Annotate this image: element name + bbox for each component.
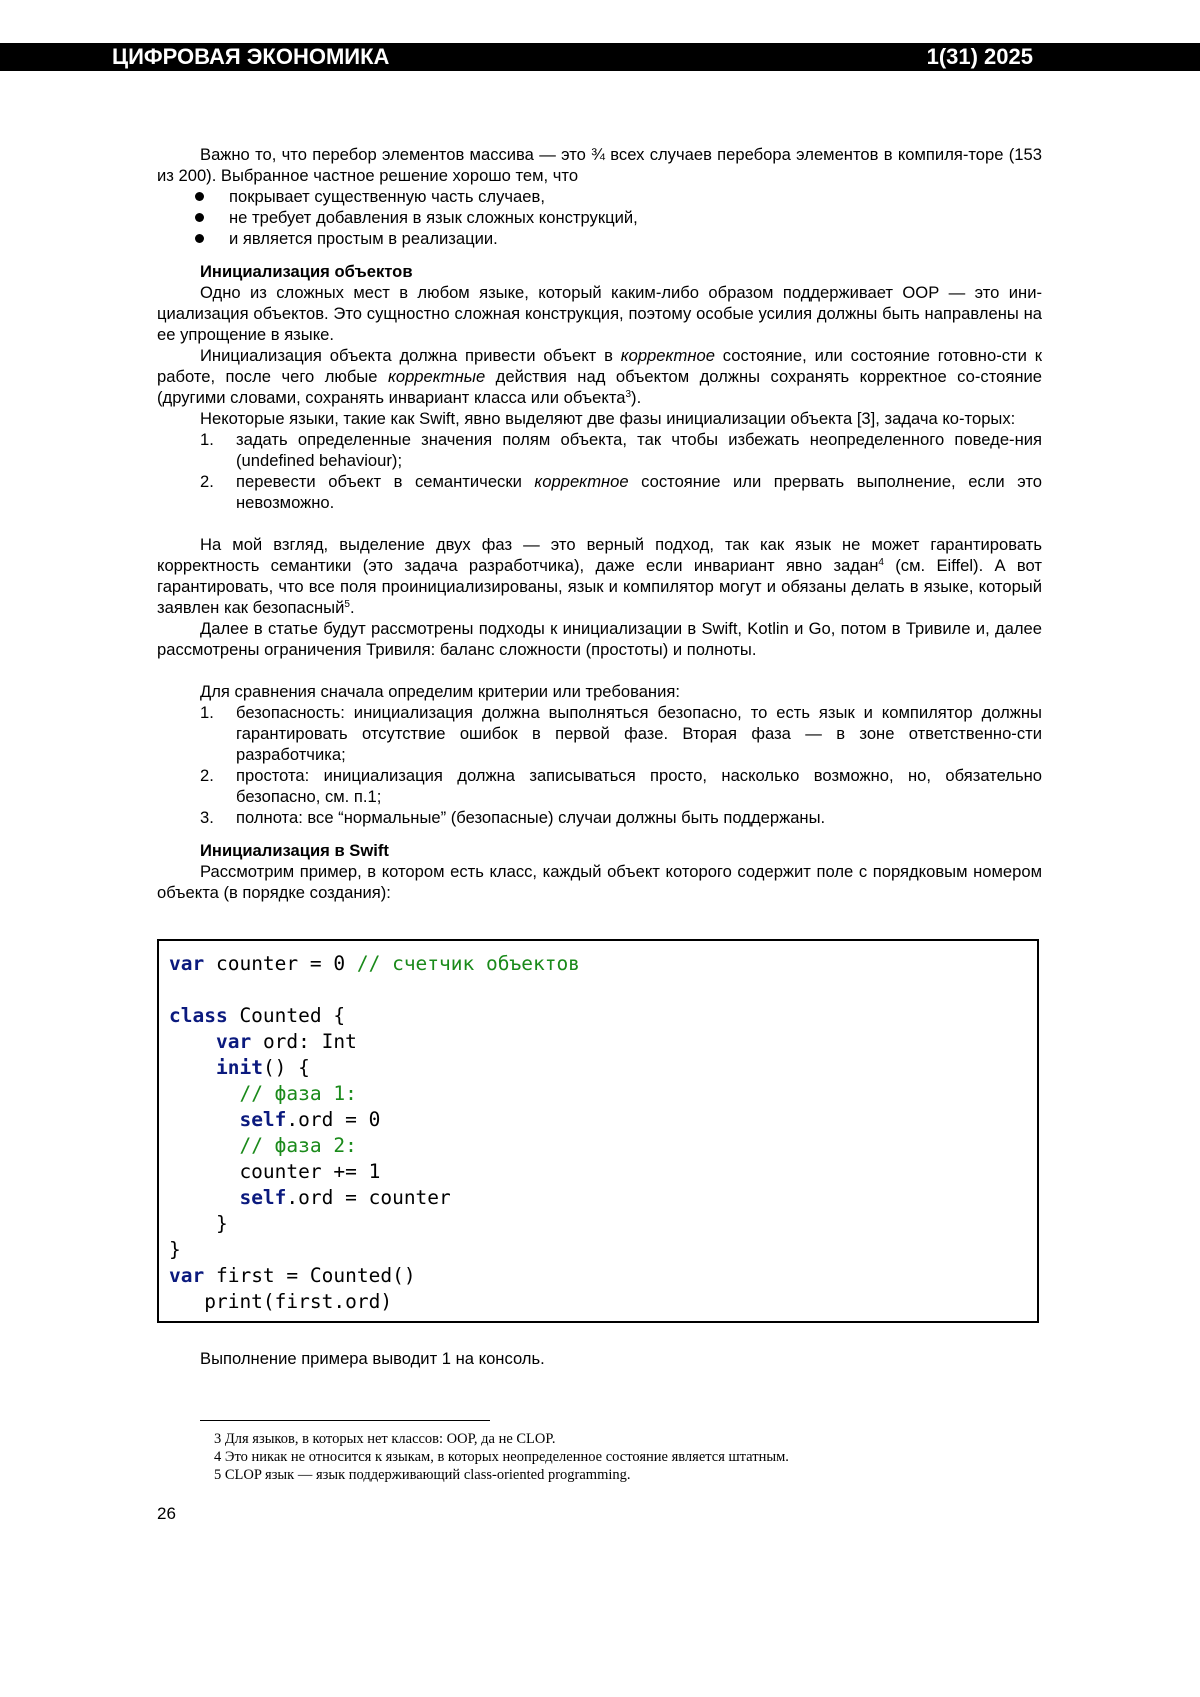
text-run: . xyxy=(349,598,355,617)
journal-header-bar xyxy=(0,43,1200,71)
code-text: counter = 0 xyxy=(204,952,357,975)
spacer xyxy=(157,660,1042,681)
journal-title: ЦИФРОВАЯ ЭКОНОМИКА xyxy=(112,44,390,69)
text-run: (см. Eiffel). А вот гарантировать, что все поля проинициализированы, язык и компилятор могут и обязаны делать в языке, который заявлен как безопасный xyxy=(157,556,1043,617)
bullet-text: не требует добавления в язык сложных конструкций, xyxy=(229,208,638,227)
code-line: counter += 1 xyxy=(169,1160,381,1183)
text-run: состояние, или состояние готовно-сти к работе, после чего любые xyxy=(157,346,1042,386)
code-indent xyxy=(169,1056,216,1079)
code-listing xyxy=(157,939,1039,1323)
paragraph: Рассмотрим пример, в котором есть класс, каждый объект которого содержит поле с порядковым номером объекта (в порядке создания): xyxy=(157,862,1042,902)
code-line xyxy=(169,1081,1037,1107)
code-keyword: var xyxy=(169,1264,205,1287)
code-keyword: var xyxy=(169,952,205,975)
list-number: 3. xyxy=(200,808,214,827)
code-keyword: var xyxy=(215,1030,252,1053)
code-text: () { xyxy=(262,1056,310,1079)
text-run: состояние или прервать выполнение, если это невозможно. xyxy=(236,472,1042,512)
bullet-icon xyxy=(195,192,204,201)
footnote: 5 CLOP язык — язык поддерживающий class-oriented programming. xyxy=(214,1467,631,1483)
code-text: first = Counted() xyxy=(204,1264,416,1287)
paragraph: Для сравнения сначала определим критерии или требования: xyxy=(200,682,680,701)
code-indent xyxy=(169,1186,239,1209)
list-item xyxy=(157,765,1042,807)
section-heading: Инициализация объектов xyxy=(200,262,413,281)
code-line: } xyxy=(169,1238,181,1261)
list-text: полнота: все “нормальные” (безопасные) случаи должны быть поддержаны. xyxy=(236,808,826,827)
list-item xyxy=(157,807,1042,828)
code-text: .ord = 0 xyxy=(286,1108,381,1131)
paragraph: Некоторые языки, такие как Swift, явно выделяют две фазы инициализации объекта [3], задача ко-торых: xyxy=(200,409,1016,428)
criteria-list xyxy=(157,702,1042,828)
paragraph xyxy=(157,534,1042,618)
code-line: print(first.ord) xyxy=(169,1290,393,1313)
list-number: 1. xyxy=(200,703,214,722)
text-run: На мой взгляд, выделение двух фаз — это верный подход, так как язык не может гарантировать корректность семантики (это задача разработчика), даже если инвариант явно задан xyxy=(157,535,1042,575)
page-number: 26 xyxy=(157,1504,176,1523)
code-indent xyxy=(169,1108,239,1131)
code-line xyxy=(169,1133,1037,1159)
list-text: безопасность: инициализация должна выполняться безопасно, то есть язык и компилятор должны гарантировать отсутствие ошибок в первой фазе. Вторая фаза — в зоне ответственно-сти разработчика; xyxy=(236,703,1042,764)
text-run: действия над объектом должны сохранять корректное со-стояние (другими словами, сохранять инвариант класса или объекта xyxy=(157,367,1043,407)
article-body xyxy=(157,144,1042,903)
code-line xyxy=(169,1185,1037,1211)
footnote-ref: 3 xyxy=(625,389,632,400)
code-line xyxy=(169,1029,1037,1055)
paragraph xyxy=(157,345,1042,408)
list-text: простота: инициализация должна записываться просто, насколько возможно, но, обязательно безопасно, см. п.1; xyxy=(236,766,1042,806)
footnotes xyxy=(214,1430,789,1484)
code-keyword: init xyxy=(215,1056,263,1079)
code-line: } xyxy=(169,1212,228,1235)
code-text: ord: Int xyxy=(251,1030,357,1053)
bullet-icon xyxy=(195,234,204,243)
emphasis: корректное xyxy=(534,472,629,491)
footnote: 3 Для языков, в которых нет классов: ООР, да не CLOP. xyxy=(214,1431,556,1447)
list-text: задать определенные значения полям объекта, так чтобы избежать неопределенного поведе-ния (undefined behaviour); xyxy=(236,430,1042,470)
code-line xyxy=(169,1107,1037,1133)
emphasis: корректное xyxy=(620,346,715,365)
code-text: .ord = counter xyxy=(286,1186,451,1209)
code-keyword: self xyxy=(239,1186,287,1209)
footnote-ref: 4 xyxy=(878,557,884,568)
code-line-blank xyxy=(169,977,1037,1003)
paragraph: Далее в статье будут рассмотрены подходы к инициализации в Swift, Kotlin и Go, потом в Тривиле и, далее рассмотрены ограничения Тривиля: баланс сложности (простоты) и полноты. xyxy=(157,619,1042,659)
journal-issue: 1(31) 2025 xyxy=(926,44,1033,69)
list-number: 1. xyxy=(200,430,214,449)
text-run: перевести объект в семантически xyxy=(236,472,535,491)
bullet-icon xyxy=(195,213,204,222)
bullet-item xyxy=(157,207,1042,228)
text-run: ). xyxy=(631,388,642,407)
code-comment: // фаза 2: xyxy=(239,1134,357,1157)
spacer xyxy=(157,513,1042,534)
section-heading: Инициализация в Swift xyxy=(200,841,389,860)
text-run: Инициализация объекта должна привести объект в xyxy=(200,346,621,365)
code-line xyxy=(169,1055,1037,1081)
code-indent xyxy=(169,1030,216,1053)
bullet-text: и является простым в реализации. xyxy=(229,229,498,248)
code-line xyxy=(169,1003,1037,1029)
intro-bullet-list xyxy=(157,186,1042,249)
bullet-text: покрывает существенную часть случаев, xyxy=(229,187,545,206)
paragraph: Одно из сложных мест в любом языке, который каким-либо образом поддерживает ООР — это ини-циализация объектов. Это сущностно сложная конструкция, поэтому особые усилия должны быть направлены на ее упрощение в языке. xyxy=(157,283,1042,344)
list-item xyxy=(157,429,1042,471)
code-keyword: class xyxy=(169,1004,228,1027)
code-text: Counted { xyxy=(227,1004,346,1027)
bullet-item xyxy=(157,228,1042,249)
paragraph: Выполнение примера выводит 1 на консоль. xyxy=(200,1349,545,1368)
code-keyword: self xyxy=(239,1108,287,1131)
intro-paragraph: Важно то, что перебор элементов массива — это ¾ всех случаев перебора элементов в компиля-тоpе (153 из 200). Выбранное частное решение хорошо тем, что xyxy=(157,145,1042,185)
code-comment: // счетчик объектов xyxy=(356,952,580,975)
code-line xyxy=(169,1263,1037,1289)
footnote-ref: 5 xyxy=(344,599,350,610)
bullet-item xyxy=(157,186,1042,207)
list-number: 2. xyxy=(200,472,214,491)
list-number: 2. xyxy=(200,766,214,785)
emphasis: корректные xyxy=(388,367,486,386)
phases-list xyxy=(157,429,1042,513)
footnote-divider xyxy=(200,1420,490,1421)
code-indent xyxy=(169,1134,239,1157)
list-item xyxy=(157,471,1042,513)
code-line xyxy=(169,951,1037,977)
list-item xyxy=(157,702,1042,765)
code-comment: // фаза 1: xyxy=(239,1082,357,1105)
code-indent xyxy=(169,1082,239,1105)
footnote: 4 Это никак не относится к языкам, в которых неопределенное состояние является штатным. xyxy=(214,1449,789,1465)
